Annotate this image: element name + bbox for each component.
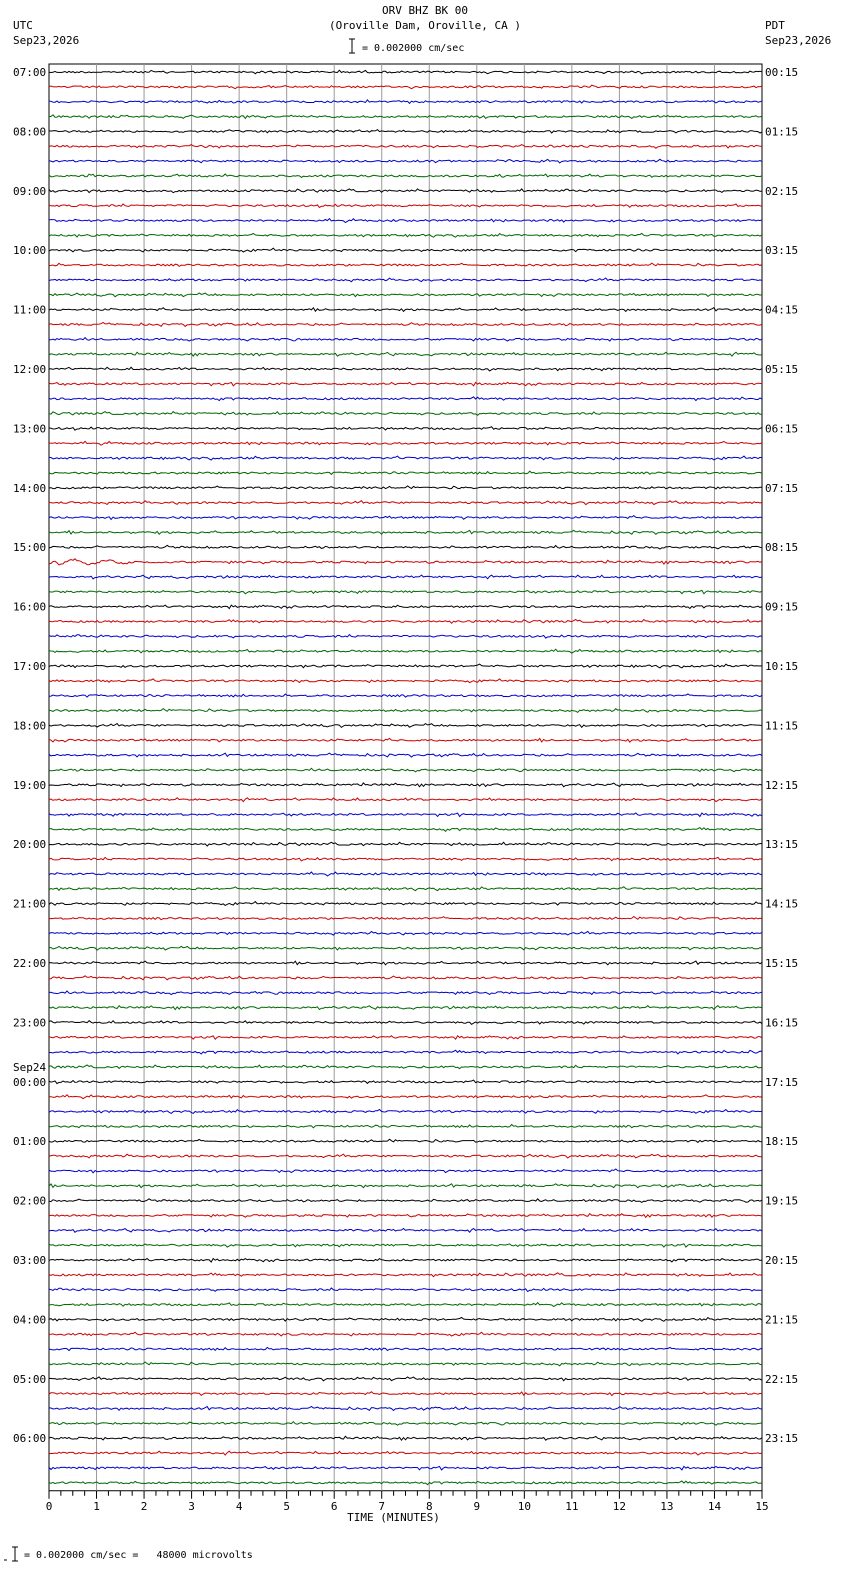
seismic-trace (49, 783, 762, 787)
utc-hour-label: 21:00 (13, 897, 47, 911)
seismic-trace (49, 1259, 762, 1263)
x-tick-label: 3 (188, 1499, 195, 1513)
seismic-trace (49, 352, 762, 356)
seismic-trace (49, 1347, 762, 1350)
seismic-trace (49, 738, 762, 742)
seismic-trace (49, 694, 762, 697)
pdt-hour-label: 23:15 (765, 1432, 799, 1446)
seismic-trace (49, 382, 762, 385)
seismic-trace (49, 367, 762, 371)
seismic-trace (49, 1392, 762, 1396)
pdt-hour-label: 20:15 (765, 1254, 799, 1267)
seismic-trace (49, 1422, 762, 1426)
seismic-trace (49, 501, 762, 505)
seismic-trace (49, 486, 762, 489)
seismic-trace (49, 1095, 762, 1099)
seismic-trace (49, 100, 762, 104)
seismic-trace (49, 605, 762, 609)
seismic-trace (49, 1050, 762, 1054)
seismic-trace (49, 85, 762, 89)
seismic-trace (49, 768, 762, 772)
seismic-trace (49, 278, 762, 282)
seismic-trace (49, 1169, 762, 1173)
x-tick-label: 11 (565, 1499, 579, 1513)
pdt-hour-label: 03:15 (765, 244, 799, 258)
utc-hour-label: 07:00 (13, 66, 47, 79)
seismic-trace (49, 219, 762, 223)
seismic-trace (49, 1318, 762, 1322)
station-location: (Oroville Dam, Oroville, CA ) (328, 19, 522, 32)
seismic-trace (49, 1184, 762, 1188)
pdt-hour-label: 04:15 (765, 303, 799, 317)
seismic-trace (49, 798, 762, 802)
left-date: Sep23,2026 (13, 34, 80, 47)
seismic-trace (49, 1214, 762, 1218)
footer-scale-note: = 0.002000 cm/sec = 48000 microvolts (24, 1550, 253, 1561)
seismic-trace (49, 1229, 762, 1233)
seismic-trace (49, 1199, 762, 1203)
seismic-trace (49, 1481, 762, 1485)
utc-hour-label: 16:00 (13, 600, 47, 614)
utc-hour-label: 09:00 (13, 184, 47, 198)
seismic-trace (49, 1139, 762, 1142)
pdt-hour-label: 15:15 (765, 957, 799, 970)
seismic-trace (49, 902, 762, 906)
utc-hour-label: 22:00 (13, 957, 47, 970)
pdt-hour-label: 18:15 (765, 1135, 799, 1149)
seismic-trace (49, 575, 762, 579)
utc-hour-label: 01:00 (13, 1135, 47, 1149)
seismic-trace (49, 1065, 762, 1069)
pdt-hour-label: 07:15 (765, 481, 799, 495)
seismic-trace (49, 1080, 762, 1084)
pdt-hour-label: 21:15 (765, 1313, 799, 1327)
seismic-trace (49, 1407, 762, 1411)
utc-hour-label: 14:00 (13, 481, 47, 495)
seismic-trace (49, 620, 762, 624)
pdt-hour-label: 08:15 (765, 541, 799, 555)
pdt-hour-label: 00:15 (765, 66, 799, 79)
seismic-trace (49, 545, 762, 549)
seismic-trace (49, 1006, 762, 1010)
utc-hour-label: 18:00 (13, 719, 47, 733)
seismic-trace (49, 323, 762, 327)
seismic-trace (49, 308, 762, 312)
seismic-trace (49, 991, 762, 995)
seismic-trace (49, 1154, 762, 1158)
seismic-trace (49, 1036, 762, 1039)
pdt-hour-label: 10:15 (765, 660, 799, 673)
seismic-trace (49, 1332, 762, 1336)
seismic-trace (49, 1110, 762, 1114)
seismic-trace (49, 753, 762, 757)
x-tick-label: 0 (45, 1499, 53, 1513)
seismic-trace (49, 1377, 762, 1381)
pdt-hour-label: 13:15 (765, 838, 799, 852)
seismic-trace (49, 872, 762, 876)
seismic-trace (49, 293, 762, 297)
seismic-trace (49, 1021, 762, 1025)
x-tick-label: 10 (517, 1499, 531, 1513)
seismic-trace (49, 189, 762, 193)
pdt-hour-label: 14:15 (765, 897, 799, 911)
x-tick-label: 4 (235, 1499, 243, 1513)
x-axis-title: TIME (MINUTES) (347, 1510, 440, 1524)
seismic-trace (49, 174, 762, 177)
seismic-trace (49, 857, 762, 861)
seismic-trace (49, 828, 762, 832)
pdt-hour-label: 17:15 (765, 1075, 799, 1089)
utc-hour-label: 11:00 (13, 303, 47, 317)
seismic-trace (49, 649, 762, 653)
seismic-trace (49, 145, 762, 149)
utc-hour-label: 10:00 (13, 244, 47, 258)
seismic-trace (49, 976, 762, 980)
x-tick-label: 14 (707, 1499, 722, 1513)
seismic-trace (49, 427, 762, 431)
seismic-trace (49, 842, 762, 846)
utc-hour-label: 05:00 (13, 1372, 47, 1386)
plot-frame (49, 64, 762, 1491)
seismic-trace (49, 1303, 762, 1307)
seismic-trace (49, 1466, 762, 1470)
seismic-trace (49, 813, 762, 817)
utc-hour-label: 08:00 (13, 125, 47, 139)
seismic-trace (49, 338, 762, 342)
pdt-hour-label: 22:15 (765, 1372, 799, 1386)
seismic-trace (49, 441, 762, 445)
seismic-trace (49, 635, 762, 639)
seismic-trace (49, 530, 762, 534)
utc-hour-label: 04:00 (13, 1313, 47, 1327)
x-tick-label: 15 (755, 1499, 769, 1513)
x-tick-label: 2 (140, 1499, 148, 1513)
left-timezone: UTC (13, 19, 33, 32)
seismic-trace (49, 961, 762, 965)
utc-hour-label: 12:00 (13, 363, 47, 376)
seismic-trace (49, 456, 762, 460)
seismic-trace (49, 471, 762, 474)
utc-hour-label: 15:00 (13, 541, 47, 555)
seismic-trace (49, 559, 762, 565)
footer-scale-bar-icon (2, 1546, 20, 1564)
x-tick-label: 7 (378, 1499, 386, 1513)
seismic-trace (49, 204, 762, 208)
pdt-hour-label: 02:15 (765, 184, 799, 198)
pdt-hour-label: 06:15 (765, 422, 799, 436)
pdt-hour-label: 19:15 (765, 1194, 799, 1208)
seismic-trace (49, 664, 762, 668)
seismic-trace (49, 887, 762, 891)
utc-hour-label: 23:00 (13, 1016, 47, 1030)
seismic-trace (49, 397, 762, 401)
seismic-trace (49, 590, 762, 593)
pdt-hour-label: 16:15 (765, 1016, 799, 1030)
utc-hour-label: 13:00 (13, 422, 47, 436)
seismic-trace (49, 1451, 762, 1455)
x-tick-label: 6 (330, 1499, 338, 1513)
x-tick-label: 12 (612, 1499, 627, 1513)
utc-hour-label: 20:00 (13, 838, 47, 852)
utc-date-label: Sep24 (13, 1060, 47, 1074)
scale-label: = 0.002000 cm/sec (362, 43, 465, 54)
pdt-hour-label: 01:15 (765, 125, 799, 139)
seismic-trace (49, 263, 762, 266)
x-tick-label: 5 (283, 1499, 290, 1513)
utc-hour-label: 02:00 (13, 1194, 47, 1208)
pdt-hour-label: 05:15 (765, 363, 799, 376)
seismic-trace (49, 516, 762, 520)
seismic-trace (49, 412, 762, 416)
seismic-trace (49, 724, 762, 728)
seismic-trace (49, 917, 762, 920)
pdt-hour-label: 11:15 (765, 719, 799, 733)
station-title: ORV BHZ BK 00 (381, 4, 469, 17)
seismic-trace (49, 1244, 762, 1247)
utc-hour-label: 03:00 (13, 1254, 47, 1267)
x-tick-label: 13 (660, 1499, 674, 1513)
seismic-trace (49, 70, 762, 74)
seismic-trace (49, 159, 762, 163)
pdt-hour-label: 12:15 (765, 778, 799, 792)
utc-hour-label: 00:00 (13, 1075, 47, 1089)
utc-hour-label: 17:00 (13, 660, 47, 673)
right-date: Sep23,2026 (765, 34, 832, 47)
seismic-trace (49, 1288, 762, 1292)
utc-hour-label: 06:00 (13, 1432, 47, 1446)
seismic-trace (49, 248, 762, 252)
seismic-trace (49, 115, 762, 119)
right-timezone: PDT (765, 19, 785, 32)
seismic-trace (49, 1273, 762, 1277)
x-tick-label: 8 (425, 1499, 433, 1513)
seismic-trace (49, 1125, 762, 1128)
seismic-trace (49, 946, 762, 950)
x-tick-label: 1 (93, 1499, 100, 1513)
seismic-trace (49, 709, 762, 713)
seismic-trace (49, 233, 762, 237)
x-tick-label: 9 (473, 1499, 481, 1513)
seismic-trace (49, 931, 762, 935)
seismic-trace (49, 1362, 762, 1366)
pdt-hour-label: 09:15 (765, 600, 799, 614)
seismic-trace (49, 1436, 762, 1440)
seismic-trace (49, 130, 762, 133)
utc-hour-label: 19:00 (13, 778, 47, 792)
seismic-trace (49, 679, 762, 683)
